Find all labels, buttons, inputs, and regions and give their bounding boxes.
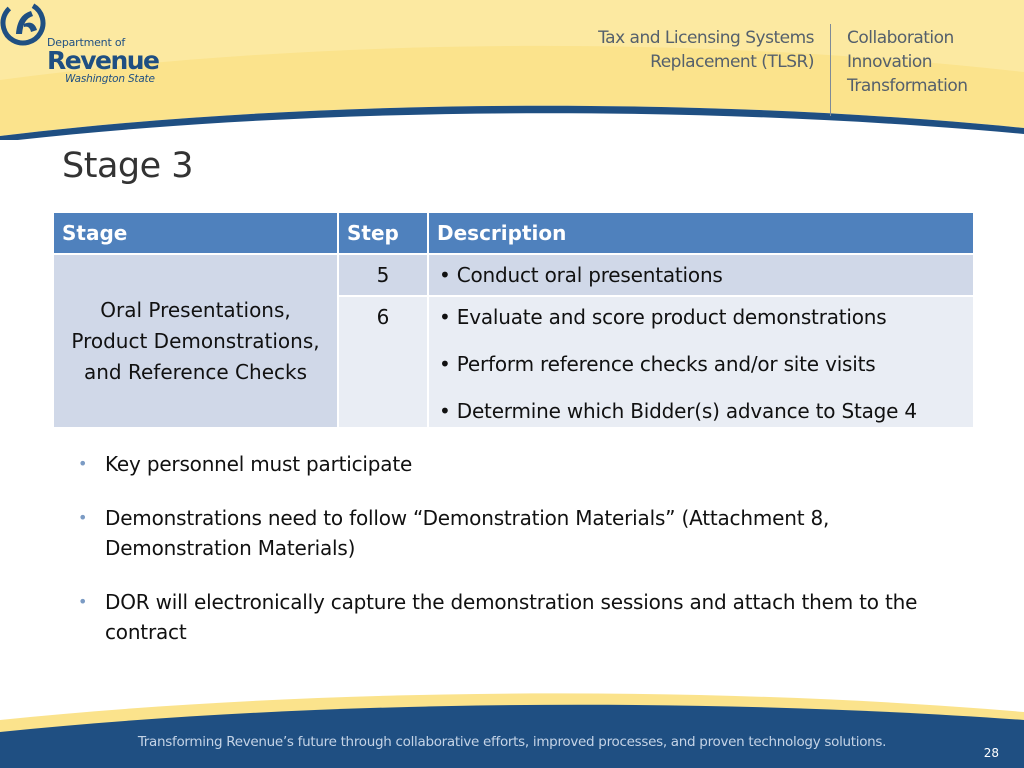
bullet-list [78,449,938,671]
logo-mark-icon [0,0,46,46]
page-number: 28 [983,746,999,760]
logo-department: Department of [47,36,126,49]
bullet-item [78,503,938,563]
description-item: • Evaluate and score product demonstrations [439,305,887,329]
header-divider [830,24,831,116]
value-innovation: Innovation [847,52,933,72]
bullet-text: Key personnel must participate [105,452,413,476]
program-values [847,26,968,98]
bullet-dot-icon: • [78,508,88,527]
stage-name-cell: Oral Presentations, Product Demonstrations, and Reference Checks [53,254,338,428]
program-name [598,26,814,74]
slide-footer [0,680,1024,768]
dor-logo [47,36,159,85]
value-transformation: Transformation [847,76,968,96]
step-cell: 5 [338,254,428,296]
header-stage: Stage [53,212,338,254]
program-line-2: Replacement (TLSR) [650,52,814,72]
footer-banner [0,680,1024,768]
description-item: • Perform reference checks and/or site visits [439,352,876,376]
table-row [53,254,974,296]
slide-header [0,0,1024,140]
description-item: • Conduct oral presentations [439,263,723,287]
bullet-text: DOR will electronically capture the demonstration sessions and attach them to the contract [105,590,918,644]
description-item: • Determine which Bidder(s) advance to Stage 4 [439,399,917,423]
logo-state: Washington State [65,73,155,85]
footer-tagline: Transforming Revenue’s future through collaborative efforts, improved processes, and proven technology solutions. [137,734,887,750]
program-line-1: Tax and Licensing Systems [598,28,814,48]
step-cell: 6 [338,296,428,428]
header-step: Step [338,212,428,254]
description-cell [428,254,974,296]
bullet-text: Demonstrations need to follow “Demonstration Materials” (Attachment 8, Demonstration Materials) [105,506,830,560]
description-cell [428,296,974,428]
value-collaboration: Collaboration [847,28,954,48]
bullet-item [78,449,938,479]
logo-revenue: Revenue [47,46,159,75]
bullet-item [78,587,938,647]
slide-title: Stage 3 [62,146,194,186]
header-description: Description [428,212,974,254]
bullet-dot-icon: • [78,454,88,473]
stage-table [52,211,975,429]
table-header-row [53,212,974,254]
bullet-dot-icon: • [78,592,88,611]
